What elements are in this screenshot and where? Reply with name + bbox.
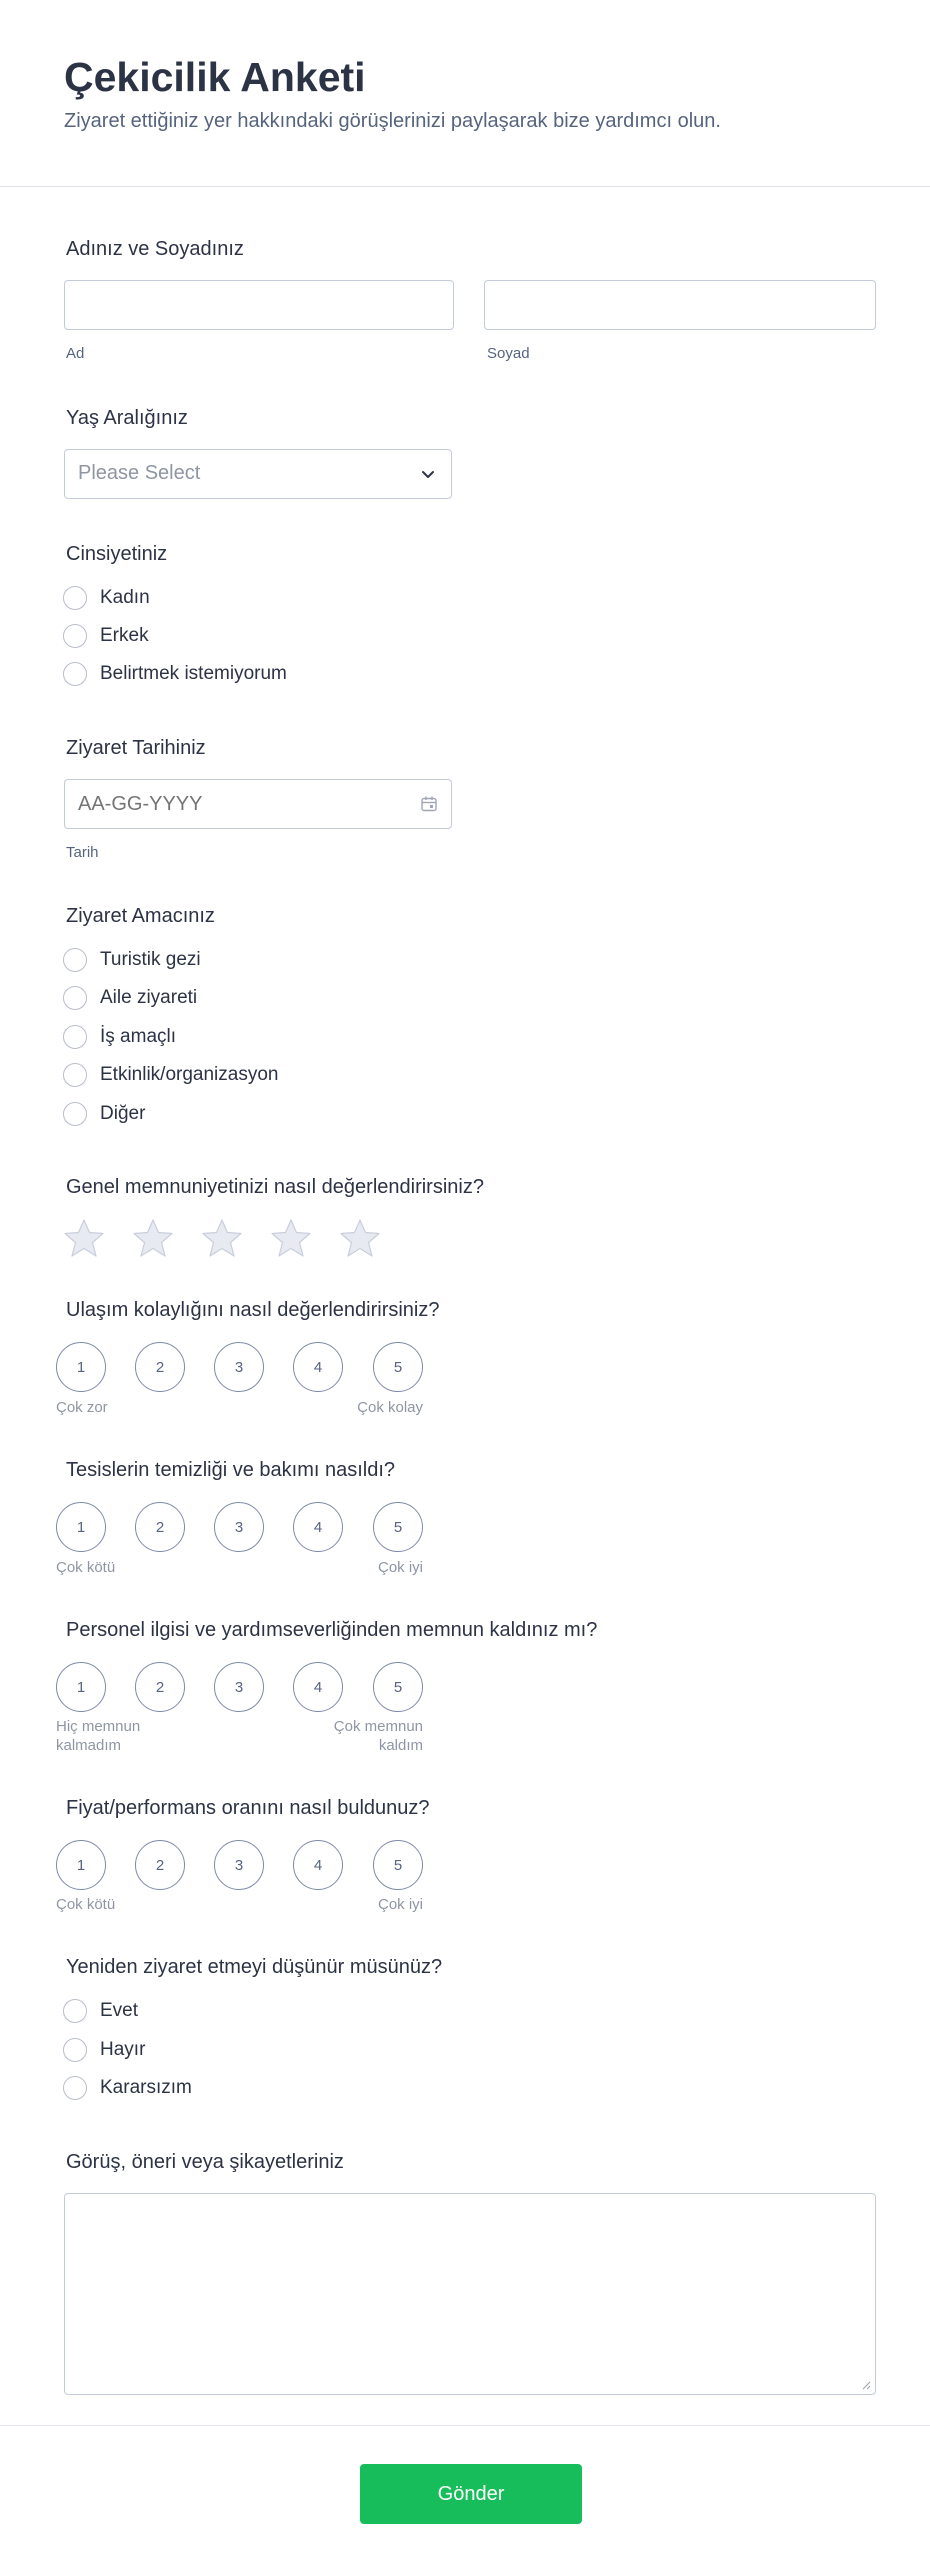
radio-button[interactable] <box>63 986 87 1010</box>
scale-option-3[interactable]: 3 <box>214 1662 264 1712</box>
radio-button[interactable] <box>63 662 87 686</box>
first-name-sublabel: Ad <box>66 345 85 362</box>
chevron-down-icon <box>419 465 437 483</box>
revisit-option-yes[interactable] <box>63 1996 138 2026</box>
scale-low-label: Çok kötü <box>56 1896 116 1913</box>
scale-high-label: Çok iyi <box>377 1896 423 1913</box>
purpose-option-business[interactable] <box>63 1022 176 1052</box>
age-label: Yaş Aralığınız <box>66 407 188 429</box>
age-select-value: Please Select <box>78 462 201 484</box>
radio-label: Aile ziyareti <box>100 987 198 1008</box>
radio-label: Turistik gezi <box>100 949 201 970</box>
radio-label: Kararsızım <box>100 2077 192 2098</box>
overall-rating-label: Genel memnuniyetinizi nasıl değerlendirirsiniz? <box>66 1176 484 1198</box>
scale-high-label <box>303 1717 423 1755</box>
radio-button[interactable] <box>63 1063 87 1087</box>
scale-low-label <box>56 1717 140 1755</box>
calendar-icon[interactable] <box>420 795 438 813</box>
purpose-label: Ziyaret Amacınız <box>66 905 215 927</box>
purpose-option-family[interactable] <box>63 983 197 1013</box>
submit-button[interactable]: Gönder <box>360 2464 582 2524</box>
form-subtitle: Ziyaret ettiğiniz yer hakkındaki görüşlerinizi paylaşarak bize yardımcı olun. <box>64 110 721 132</box>
visit-date-label: Ziyaret Tarihiniz <box>66 737 206 759</box>
footer-divider <box>0 2425 930 2426</box>
radio-button[interactable] <box>63 2076 87 2100</box>
scale-low-label-line2: kalmadım <box>56 1737 122 1754</box>
radio-label: Hayır <box>100 2039 146 2060</box>
radio-button[interactable] <box>63 586 87 610</box>
price-rating-label: Fiyat/performans oranını nasıl buldunuz? <box>66 1797 430 1819</box>
radio-label: Erkek <box>100 625 149 646</box>
scale-option-4[interactable]: 4 <box>293 1342 343 1392</box>
scale-high-label: Çok iyi <box>377 1559 423 1576</box>
scale-option-1[interactable]: 1 <box>56 1840 106 1890</box>
radio-label: Diğer <box>100 1103 146 1124</box>
last-name-input[interactable] <box>484 280 876 330</box>
scale-high-label-line1: Çok memnun <box>333 1718 423 1735</box>
age-select[interactable] <box>64 449 452 499</box>
star-rating <box>0 1218 930 1260</box>
cleanliness-rating-label: Tesislerin temizliği ve bakımı nasıldı? <box>66 1459 396 1481</box>
star-icon[interactable] <box>339 1218 381 1258</box>
scale-option-4[interactable]: 4 <box>293 1662 343 1712</box>
star-icon[interactable] <box>201 1218 243 1258</box>
scale-option-3[interactable]: 3 <box>214 1840 264 1890</box>
scale-option-5[interactable]: 5 <box>373 1502 423 1552</box>
first-name-input[interactable] <box>64 280 454 330</box>
scale-option-4[interactable]: 4 <box>293 1840 343 1890</box>
scale-option-4[interactable]: 4 <box>293 1502 343 1552</box>
scale-option-5[interactable]: 5 <box>373 1840 423 1890</box>
purpose-option-other[interactable] <box>63 1099 145 1129</box>
radio-label: Evet <box>100 2000 139 2021</box>
gender-option-female[interactable] <box>63 583 150 613</box>
radio-button[interactable] <box>63 948 87 972</box>
gender-label: Cinsiyetiniz <box>66 543 168 565</box>
comments-label: Görüş, öneri veya şikayetleriniz <box>66 2151 344 2173</box>
radio-button[interactable] <box>63 1999 87 2023</box>
star-icon[interactable] <box>270 1218 312 1258</box>
name-label: Adınız ve Soyadınız <box>66 238 244 260</box>
purpose-option-event[interactable] <box>63 1060 278 1090</box>
radio-button[interactable] <box>63 2038 87 2062</box>
scale-option-2[interactable]: 2 <box>135 1502 185 1552</box>
revisit-option-no[interactable] <box>63 2035 145 2065</box>
scale-high-label-line2: kaldım <box>378 1737 423 1754</box>
purpose-option-tourism[interactable] <box>63 945 201 975</box>
radio-button[interactable] <box>63 1102 87 1126</box>
star-icon[interactable] <box>132 1218 174 1258</box>
gender-option-male[interactable] <box>63 621 149 651</box>
visit-date-sublabel: Tarih <box>66 844 99 861</box>
scale-option-2[interactable]: 2 <box>135 1662 185 1712</box>
radio-button[interactable] <box>63 1025 87 1049</box>
radio-label: Kadın <box>100 587 150 608</box>
scale-option-2[interactable]: 2 <box>135 1342 185 1392</box>
scale-low-label: Çok kötü <box>56 1559 116 1576</box>
scale-high-label: Çok kolay <box>357 1399 423 1416</box>
comments-input[interactable] <box>65 2194 875 2394</box>
radio-label: Belirtmek istemiyorum <box>100 663 287 684</box>
revisit-option-undecided[interactable] <box>63 2073 192 2103</box>
scale-option-1[interactable]: 1 <box>56 1662 106 1712</box>
transport-rating-label: Ulaşım kolaylığını nasıl değerlendirirsiniz? <box>66 1299 440 1321</box>
scale-option-1[interactable]: 1 <box>56 1502 106 1552</box>
scale-option-5[interactable]: 5 <box>373 1662 423 1712</box>
last-name-sublabel: Soyad <box>487 345 530 362</box>
scale-option-2[interactable]: 2 <box>135 1840 185 1890</box>
scale-option-3[interactable]: 3 <box>214 1342 264 1392</box>
gender-option-unspecified[interactable] <box>63 659 287 689</box>
scale-low-label-line1: Hiç memnun <box>56 1718 141 1735</box>
visit-date-input[interactable] <box>65 780 395 828</box>
scale-option-3[interactable]: 3 <box>214 1502 264 1552</box>
star-icon[interactable] <box>63 1218 105 1258</box>
visit-date-field[interactable] <box>64 779 452 829</box>
scale-option-1[interactable]: 1 <box>56 1342 106 1392</box>
form-title: Çekicilik Anketi <box>64 54 366 100</box>
scale-option-5[interactable]: 5 <box>373 1342 423 1392</box>
form-header <box>0 0 930 187</box>
scale-low-label: Çok zor <box>56 1399 108 1416</box>
radio-button[interactable] <box>63 624 87 648</box>
staff-rating-label: Personel ilgisi ve yardımseverliğinden memnun kaldınız mı? <box>66 1619 598 1641</box>
comments-textarea[interactable] <box>64 2193 876 2395</box>
radio-label: İş amaçlı <box>100 1026 177 1047</box>
radio-label: Etkinlik/organizasyon <box>100 1064 279 1085</box>
revisit-label: Yeniden ziyaret etmeyi düşünür müsünüz? <box>66 1956 443 1978</box>
resize-handle-icon[interactable] <box>861 2380 871 2390</box>
